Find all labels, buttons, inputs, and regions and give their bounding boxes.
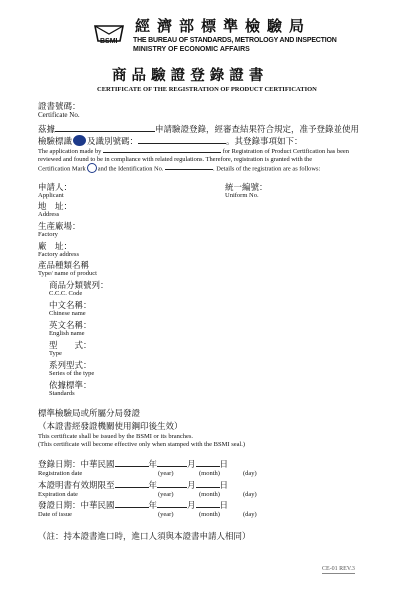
type-label-en: Type: [49, 350, 62, 357]
standards-label-en: Standards: [49, 390, 75, 397]
address-label-cn: 地 址：: [38, 202, 73, 212]
applicant-label-en: Applicant: [38, 192, 64, 199]
expiration-date-row: 本證明書有效期限至 年 月 日: [38, 481, 229, 491]
uniform-no-label-cn: 統一編號：: [225, 183, 268, 193]
applicant-label-cn: 申請人：: [38, 183, 73, 193]
uniform-no-label-en: Uniform No.: [225, 192, 259, 199]
month-label-en-1: (month): [199, 470, 220, 477]
intro-cn-line-1: 茲據 申請驗證登錄，經審查結果符合規定，准予登錄並使用: [38, 125, 360, 135]
intro-en-line-1: The application made by for Registration of Product Certification has been: [38, 148, 349, 155]
series-label-en: Series of the type: [49, 370, 95, 377]
bureau-title-en: THE BUREAU OF STANDARDS, METROLOGY AND INSPECTION: [133, 37, 337, 44]
factory-address-label-cn: 廠 址：: [38, 242, 73, 252]
issue-date-row: 發證日期：中華民國 年 月 日: [38, 501, 229, 511]
factory-label-en: Factory: [38, 231, 58, 238]
month-label-en-3: (month): [199, 511, 220, 518]
certificate-title-en: CERTIFICATE OF THE REGISTRATION OF PRODUCT CERTIFICATION: [97, 86, 317, 93]
issue-date-label-en: Date of issue: [38, 511, 72, 518]
product-type-label-cn: 產品種類名稱: [38, 261, 90, 271]
day-label-en-2: (day): [243, 491, 257, 498]
year-label-en-2: (year): [158, 491, 174, 498]
day-label-en-1: (day): [243, 470, 257, 477]
registration-date-row: 登錄日期：中華民國 年 月 日: [38, 460, 229, 470]
issuance-cn-line-2: （本證書經發證機關使用鋼印後生效）: [38, 422, 183, 432]
type-label-cn: 型 式：: [49, 341, 92, 351]
month-label-en-2: (month): [199, 491, 220, 498]
issuance-en-line-2: (This certificate will become effective only when stamped with the BSMI seal.): [38, 441, 246, 448]
standards-label-cn: 依據標準：: [49, 381, 92, 391]
certificate-title-cn: 商 品 驗 證 登 錄 證 書: [112, 67, 264, 84]
ccc-code-label-en: C.C.C. Code: [49, 290, 83, 297]
expiration-date-label-en: Expiration date: [38, 491, 78, 498]
address-label-en: Address: [38, 211, 60, 218]
year-label-en-3: (year): [158, 511, 174, 518]
cert-no-label-cn: 證書號碼：: [38, 102, 81, 112]
chinese-name-label-cn: 中文名稱：: [49, 301, 92, 311]
ministry-title-en: MINISTRY OF ECONOMIC AFFAIRS: [133, 46, 250, 53]
intro-cn-line-2: 檢驗標識 及識別號碼： 。其登錄事項如下：: [38, 137, 303, 147]
issuance-cn-line-1: 標準檢驗局或所屬分局發證: [38, 409, 141, 419]
ccc-code-label-cn: 商品分類號列：: [49, 281, 109, 291]
logo-text: BSMI: [100, 38, 118, 45]
intro-en-line-2: reviewed and found to be in compliance with related regulations. Therefore, registration is granted with the: [38, 156, 313, 163]
certification-mark-small-icon: [87, 163, 97, 173]
english-name-label-en: English name: [49, 330, 85, 337]
english-name-label-cn: 英文名稱：: [49, 321, 92, 331]
chinese-name-label-en: Chinese name: [49, 310, 86, 317]
registration-date-label-en: Registration date: [38, 470, 83, 477]
ministry-title-cn: 經濟部標準檢驗局: [135, 17, 312, 35]
intro-en-line-3: Certification Mark and the Identification No. . Details of the registration are as follows:: [38, 164, 320, 174]
certification-mark-icon: [73, 135, 86, 146]
factory-address-label-en: Factory address: [38, 251, 79, 258]
product-type-label-en: Type/ name of product: [38, 270, 97, 277]
series-label-cn: 系列型式：: [49, 361, 92, 371]
cert-no-label-en: Certificate No.: [38, 111, 80, 119]
factory-label-cn: 生產廠場：: [38, 222, 81, 232]
issuance-en-line-1: This certificate shall be issued by the BSMI or its branches.: [38, 433, 194, 440]
day-label-en-3: (day): [243, 511, 257, 518]
import-note: （註：持本證書進口時，進口人須與本證書申請人相同）: [38, 532, 251, 542]
form-code: CE-01 REV.3: [322, 566, 355, 572]
year-label-en-1: (year): [158, 470, 174, 477]
